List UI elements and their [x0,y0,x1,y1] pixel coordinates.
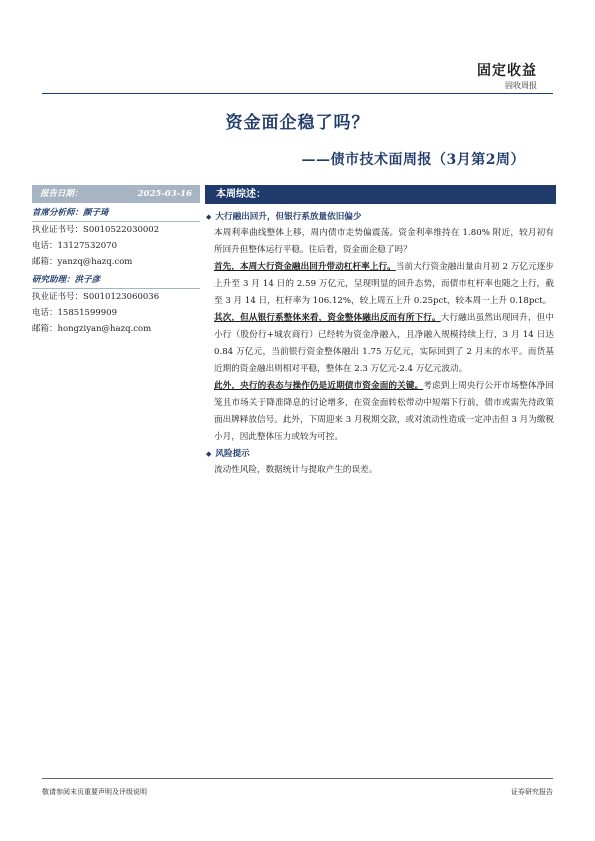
report-date-bar [32,185,200,203]
analyst-role: 首席分析师：颜子琦 [32,205,200,222]
paragraph-1: 本周利率曲线整体上移，周内债市走势偏震荡。资金利率维持在 1.80% 附近，较月初有所回升但整体运行平稳。往后看，资金面企稳了吗？ [214,228,554,255]
paragraph-3-lead: 其次，但从银行系整体来看，资金整体融出反而有所下行。 [214,313,441,323]
paragraph-2-body: 当前大行资金融出量由月初 2 万亿元逐步上升至 3 月 14 日的 2.59 万亿元，呈现明显的回升态势，而债市杠杆率也随之上行，截至 3 月 14 日，杠杆率为 106.12%，较上周五上升 0.25pct，较本周一上升 0.18pct。 [214,262,554,306]
paragraph-4-body: 考虑到上周央行公开市场整体净回笼且市场关于降准降息的讨论增多，在资金面转松带动中短端下行前，债市或需先待政策面出牌释放信号。此外，下周迎来 3 月税期交款，或对流动性造成一定冲击但 3 月为缴税小月，因此整体压力或较为可控。 [214,381,554,442]
author-sidebar [32,185,200,337]
summary-content [206,209,554,479]
assistant-cert: 执业证书号：S0010123060036 [32,292,160,302]
report-date-label: 报告日期： [40,189,83,199]
paragraph-5: 流动性风险，数据统计与提取产生的误差。 [214,465,378,475]
assistant-phone: 电话：15851599909 [32,308,117,318]
header-subtitle: 固收周报 [505,81,537,90]
report-subtitle: ——债市技术面周报（3月第2周） [301,152,525,168]
assistant-role: 研究助理：洪子彦 [32,272,200,289]
paragraph-3-body: 大行融出虽然出现回升，但中小行（股份行+城农商行）已经转为资金净融入，且净融入规模持续上行，3 月 14 日达 0.84 万亿元，当前银行资金整体融出 1.75 万亿元，实际回到了 2 月末的水平。而货基近期的资金融出则相对平稳，整体在 2.3 万亿元-2.4 万亿元波动。 [214,313,554,374]
report-title: 资金面企稳了吗？ [225,113,370,133]
bullet-heading-2 [206,446,554,462]
header-title: 固定收益 [477,63,537,79]
header-divider [42,93,553,94]
paragraph-2 [206,259,554,310]
paragraph-2-lead: 首先，本周大行资金融出回升带动杠杆率上行。 [214,262,396,272]
footer-report-type: 证券研究报告 [511,788,553,796]
report-date-value: 2025-03-16 [137,189,192,199]
bullet-title-1: 大行融出回升，但银行系放量依旧偏少 [215,212,362,222]
summary-heading: 本周综述： [205,185,556,204]
assistant-email: 邮箱：hongziyan@hazq.com [32,324,152,334]
analyst-email: 邮箱：yanzq@hazq.com [32,257,133,267]
paragraph-4 [206,378,554,446]
footer-disclaimer: 敬请参阅末页重要声明及评级说明 [42,788,147,796]
paragraph-3 [206,310,554,378]
footer-divider [42,778,553,779]
analyst-phone: 电话：13127532070 [32,241,117,251]
paragraph-4-lead: 此外，央行的表态与操作仍是近期债市资金面的关键。 [214,381,424,391]
bullet-heading-1 [206,209,554,225]
bullet-title-2: 风险提示 [215,449,250,459]
analyst-cert: 执业证书号：S0010522030002 [32,225,160,235]
bullet-dot-icon: ◆ [206,449,212,458]
bullet-dot-icon: ◆ [206,212,212,221]
